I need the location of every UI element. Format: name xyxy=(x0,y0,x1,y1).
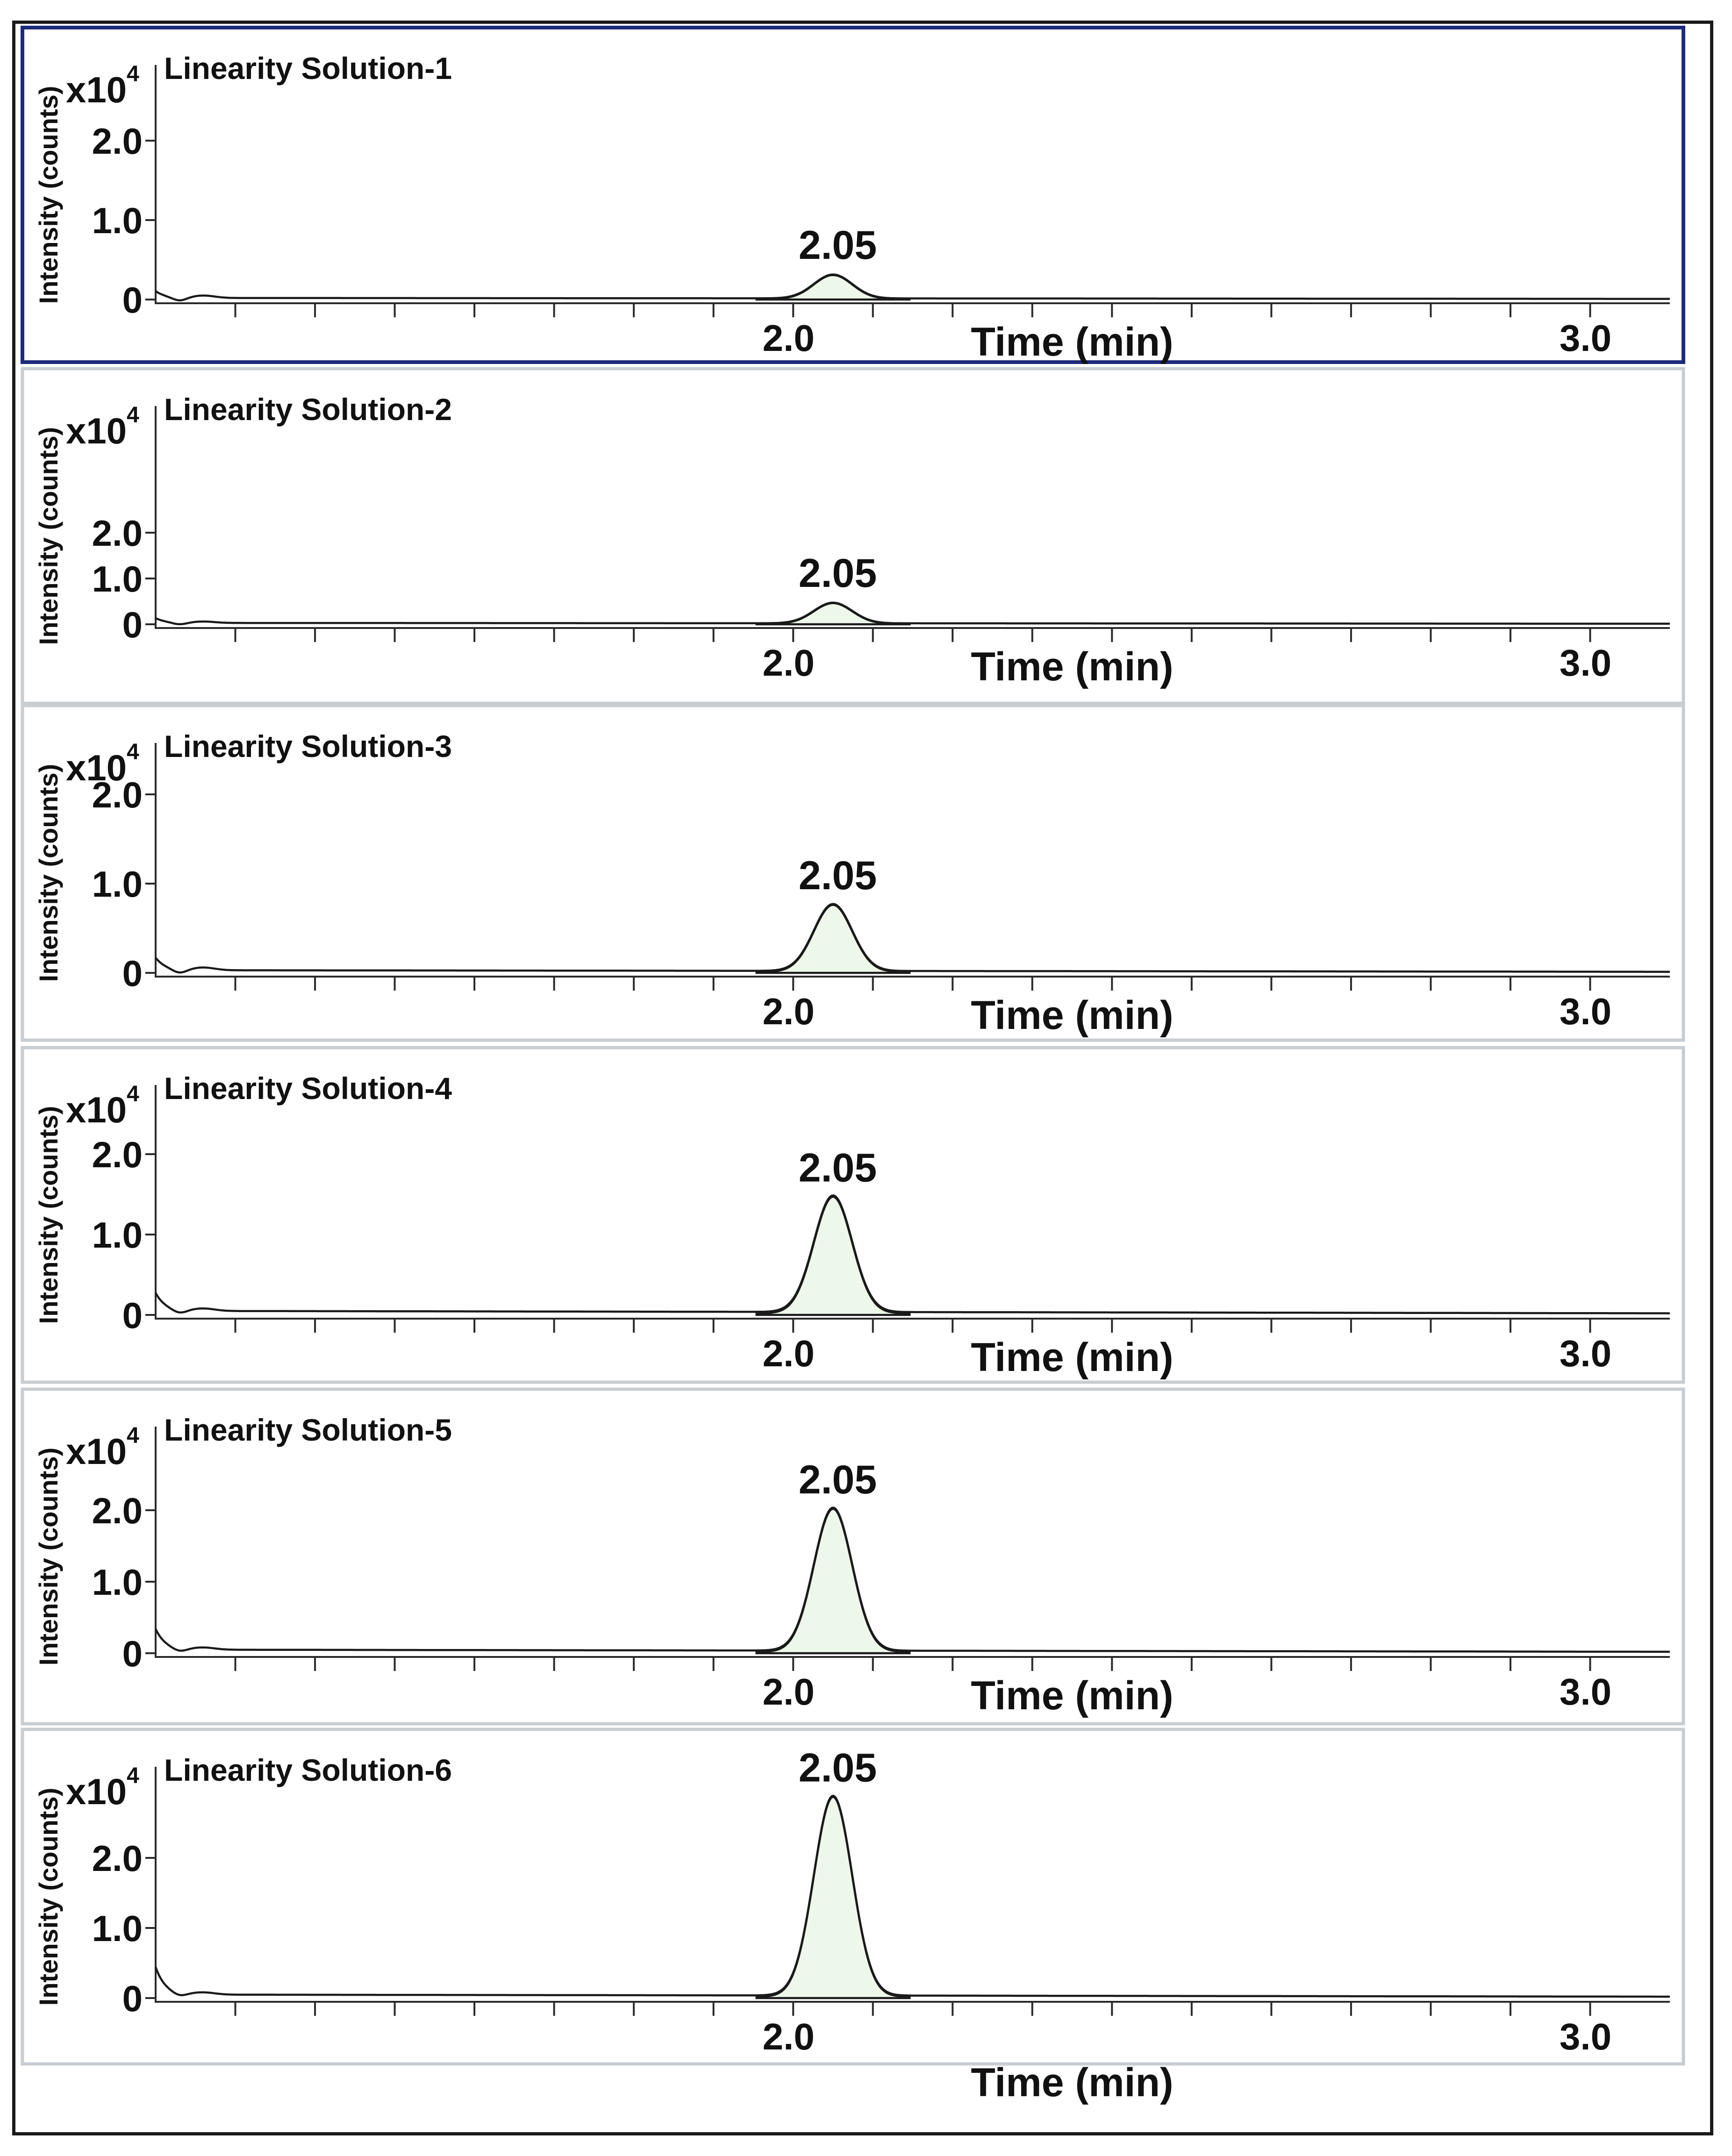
panel-title: Linearity Solution-2 xyxy=(164,392,452,427)
x-axis-label: Time (min) xyxy=(971,1673,1174,1718)
chromatogram-figure xyxy=(15,24,1710,2132)
x-tick-label: 3.0 xyxy=(1559,317,1612,359)
chromatogram-trace xyxy=(156,904,1670,973)
peak-area xyxy=(757,1797,909,1999)
y-axis-label: Intensity (counts) xyxy=(34,1787,63,2006)
peak-area xyxy=(757,603,909,624)
peak-label: 2.05 xyxy=(798,853,877,898)
peak-area xyxy=(757,275,909,300)
y-tick-label: 0 xyxy=(122,279,143,321)
y-multiplier: x10 xyxy=(66,1431,127,1472)
x-tick-label: 2.0 xyxy=(762,642,815,684)
x-tick-label: 3.0 xyxy=(1559,1671,1612,1713)
y-exponent: 4 xyxy=(127,740,139,764)
panel-title: Linearity Solution-3 xyxy=(164,729,452,764)
y-multiplier: x10 xyxy=(66,410,127,451)
y-tick-label: 0 xyxy=(122,604,143,645)
peak-area xyxy=(757,1197,909,1315)
y-tick-label: 2.0 xyxy=(92,121,143,162)
y-exponent: 4 xyxy=(127,62,139,86)
chromatogram-panel-1 xyxy=(22,28,1683,364)
x-tick-label: 3.0 xyxy=(1559,1333,1612,1374)
y-tick-label: 1.0 xyxy=(92,1214,143,1256)
x-axis-label: Time (min) xyxy=(971,320,1174,364)
y-axis-label: Intensity (counts) xyxy=(34,1106,63,1324)
x-axis-label: Time (min) xyxy=(971,2060,1174,2105)
chromatogram-panel-4 xyxy=(22,1048,1683,1382)
y-tick-label: 1.0 xyxy=(92,200,143,241)
chromatogram-trace xyxy=(156,1195,1670,1313)
y-tick-label: 2.0 xyxy=(92,774,143,815)
x-tick-label: 3.0 xyxy=(1559,2016,1612,2057)
x-tick-label: 3.0 xyxy=(1559,991,1612,1032)
y-multiplier: x10 xyxy=(66,69,127,110)
y-tick-label: 1.0 xyxy=(92,558,143,600)
y-tick-label: 2.0 xyxy=(92,1134,143,1175)
y-tick-label: 0 xyxy=(122,1295,143,1336)
y-axis-label: Intensity (counts) xyxy=(34,86,63,304)
y-tick-label: 1.0 xyxy=(92,864,143,905)
peak-label: 2.05 xyxy=(798,1745,877,1791)
chromatogram-trace xyxy=(156,1508,1670,1652)
y-multiplier: x10 xyxy=(66,1089,127,1130)
chromatogram-trace xyxy=(156,275,1670,300)
x-tick-label: 3.0 xyxy=(1559,642,1612,684)
peak-label: 2.05 xyxy=(798,1145,877,1191)
x-tick-label: 2.0 xyxy=(762,1333,815,1374)
y-multiplier: x10 xyxy=(66,1771,127,1812)
peak-label: 2.05 xyxy=(798,550,877,596)
chromatogram-panel-5 xyxy=(22,1389,1683,1724)
y-tick-label: 0 xyxy=(122,953,143,994)
x-axis-label: Time (min) xyxy=(971,1335,1174,1380)
y-tick-label: 1.0 xyxy=(92,1908,143,1949)
chromatogram-trace xyxy=(156,603,1670,624)
y-axis-label: Intensity (counts) xyxy=(34,764,63,982)
panel-title: Linearity Solution-4 xyxy=(164,1071,452,1106)
chromatogram-trace xyxy=(156,1796,1670,1997)
panel-title: Linearity Solution-6 xyxy=(164,1753,452,1787)
x-tick-label: 2.0 xyxy=(762,1671,815,1713)
peak-label: 2.05 xyxy=(798,1457,877,1502)
x-axis-label: Time (min) xyxy=(971,644,1174,689)
y-tick-label: 1.0 xyxy=(92,1562,143,1603)
y-tick-label: 0 xyxy=(122,1978,143,2019)
y-tick-label: 2.0 xyxy=(92,1490,143,1531)
panel-title: Linearity Solution-1 xyxy=(164,51,452,86)
y-exponent: 4 xyxy=(127,403,139,428)
y-exponent: 4 xyxy=(127,1082,139,1107)
chromatogram-panel-2 xyxy=(22,369,1683,703)
peak-area xyxy=(757,905,909,973)
y-exponent: 4 xyxy=(127,1423,139,1448)
y-tick-label: 2.0 xyxy=(92,513,143,554)
y-tick-label: 2.0 xyxy=(92,1838,143,1879)
y-multiplier: x10 xyxy=(66,747,127,788)
x-tick-label: 2.0 xyxy=(762,317,815,359)
chromatogram-panel-3 xyxy=(22,706,1683,1040)
panel-title: Linearity Solution-5 xyxy=(164,1413,452,1447)
chromatogram-panel-6 xyxy=(22,1729,1683,2105)
y-exponent: 4 xyxy=(127,1763,139,1788)
y-axis-label: Intensity (counts) xyxy=(34,1447,63,1666)
x-tick-label: 2.0 xyxy=(762,2016,815,2057)
figure-frame xyxy=(12,21,1713,2135)
x-tick-label: 2.0 xyxy=(762,991,815,1032)
y-axis-label: Intensity (counts) xyxy=(34,427,63,645)
y-tick-label: 0 xyxy=(122,1633,143,1674)
peak-area xyxy=(757,1509,909,1653)
x-axis-label: Time (min) xyxy=(971,993,1174,1038)
peak-label: 2.05 xyxy=(798,223,877,268)
